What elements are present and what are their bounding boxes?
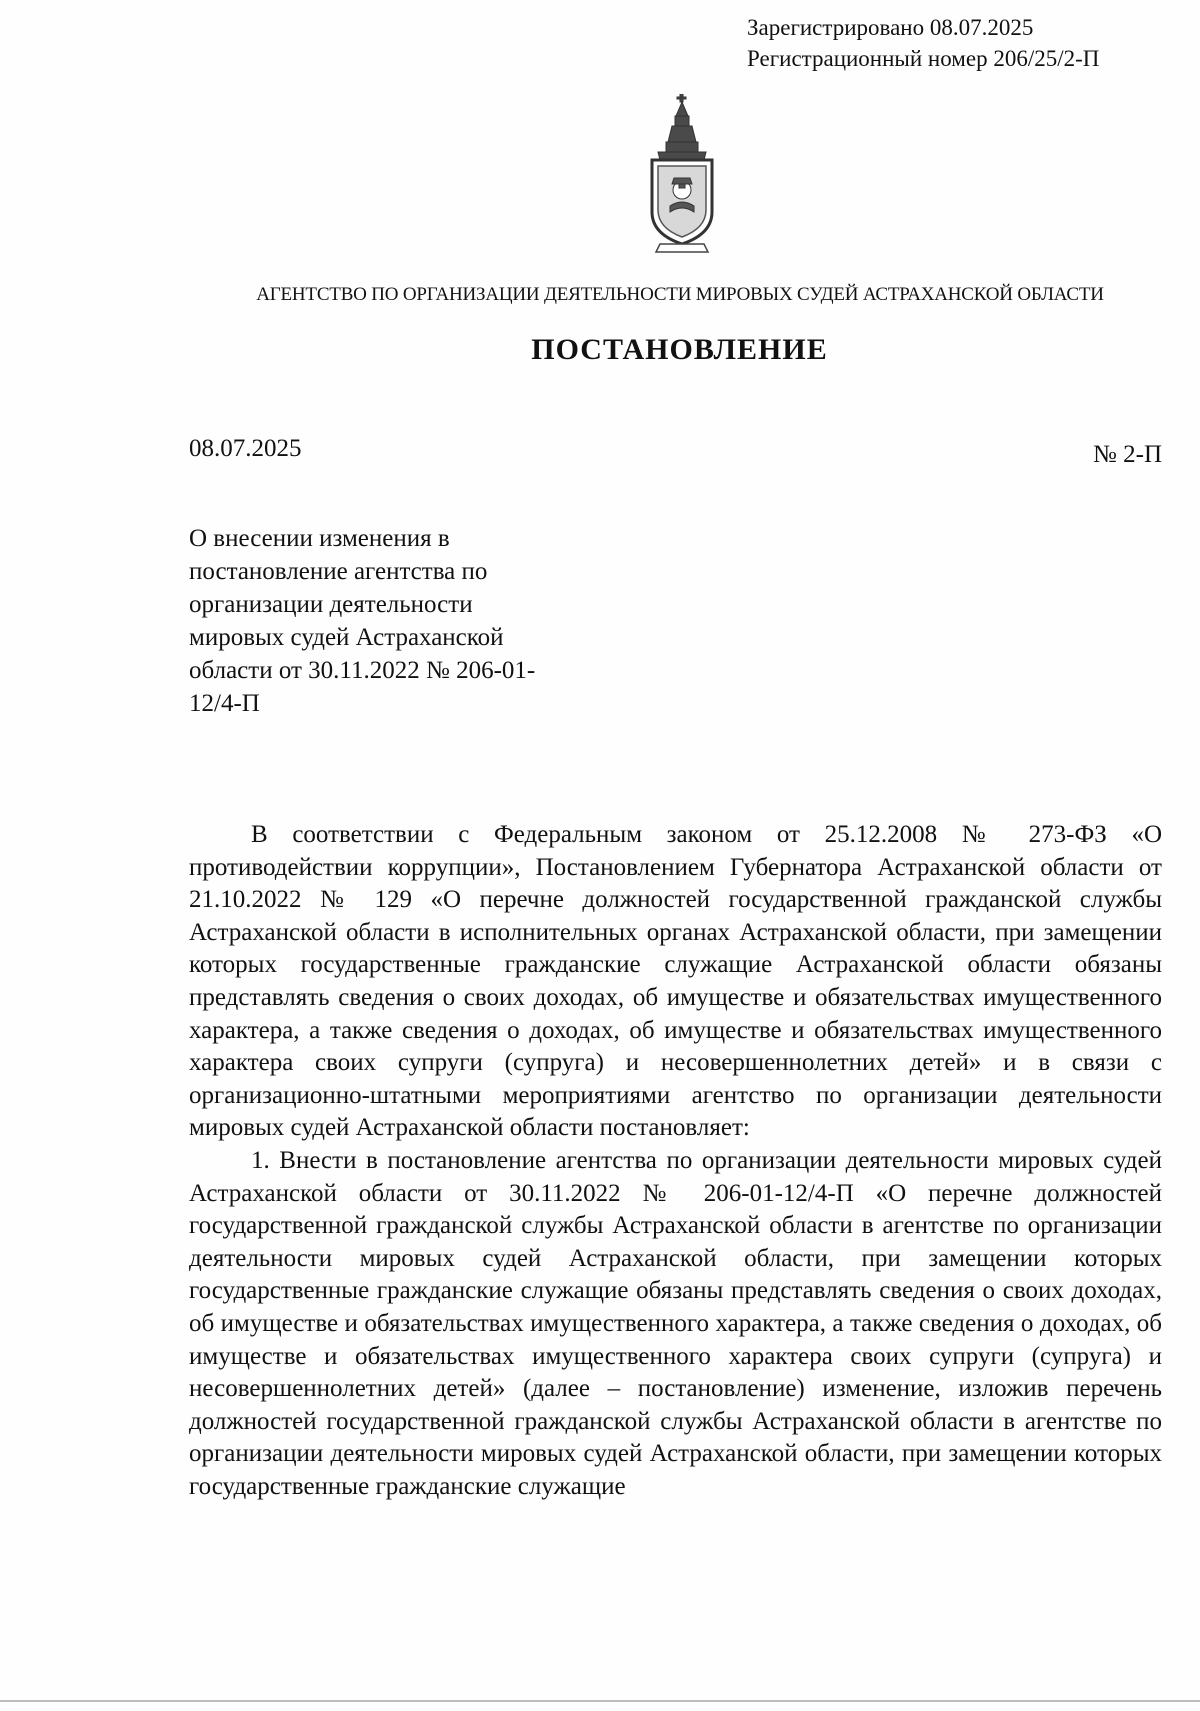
registration-date: Зарегистрировано 08.07.2025	[747, 15, 1034, 40]
preamble-paragraph: В соответствии с Федеральным законом от 25.12.2008 № 273-ФЗ «О противодействии коррупции», Постановлением Губернатора Астраханской области от 21.10.2022 № 129 «О перечне должностей государственной гражданской службы Астраханской области в исполнительных органах Астраханской области, при замещении которых государственные гражданские служащие Астраханской области обязаны представлять сведения о своих доходах, об имуществе и обязательствах имущественного характера, а также сведения о доходах, об имуществе и обязательствах имущественного характера своих супруги (супруга) и несовершеннолетних детей» и в связи с организационно-штатными мероприятиями агентство по организации деятельности мировых судей Астраханской области постановляет:	[189, 821, 1162, 1142]
document-body	[189, 819, 1162, 1503]
document-number: № 2-П	[1093, 441, 1162, 468]
scan-edge-line	[0, 1700, 1200, 1702]
document-date: 08.07.2025	[189, 435, 302, 462]
document-subject	[189, 522, 562, 720]
item-1-paragraph: 1. Внести в постановление агентства по организации деятельности мировых судей Астраханской области от 30.11.2022 № 206-01-12/4-П «О перечне должностей государственной гражданской службы Астраханской области в агентстве по организации деятельности мировых судей Астраханской области, при замещении которых государственные гражданские служащие обязаны представлять сведения о своих доходах, об имуществе и обязательствах имущественного характера, а также сведения о доходах, об имуществе и обязательствах имущественного характера своих супруги (супруга) и несовершеннолетних детей» (далее – постановление) изменение, изложив перечень должностей государственной гражданской службы Астраханской области в агентстве по организации деятельности мировых судей Астраханской области, при замещении которых государственные гражданские служащие	[189, 1146, 1162, 1500]
agency-name: АГЕНТСТВО ПО ОРГАНИЗАЦИИ ДЕЯТЕЛЬНОСТИ МИРОВЫХ СУДЕЙ АСТРАХАНСКОЙ ОБЛАСТИ	[256, 284, 1104, 305]
document-type-title: ПОСТАНОВЛЕНИЕ	[531, 333, 828, 366]
registration-number: Регистрационный номер 206/25/2-П	[747, 46, 1100, 71]
subject-text: О внесении изменения в постановление агентства по организации деятельности мировых судей Астраханской области от 30.11.2022 № 206-01-12/4-П	[189, 525, 536, 717]
registration-stamp	[747, 12, 1099, 74]
astrakhan-coat-of-arms-icon	[642, 94, 722, 259]
